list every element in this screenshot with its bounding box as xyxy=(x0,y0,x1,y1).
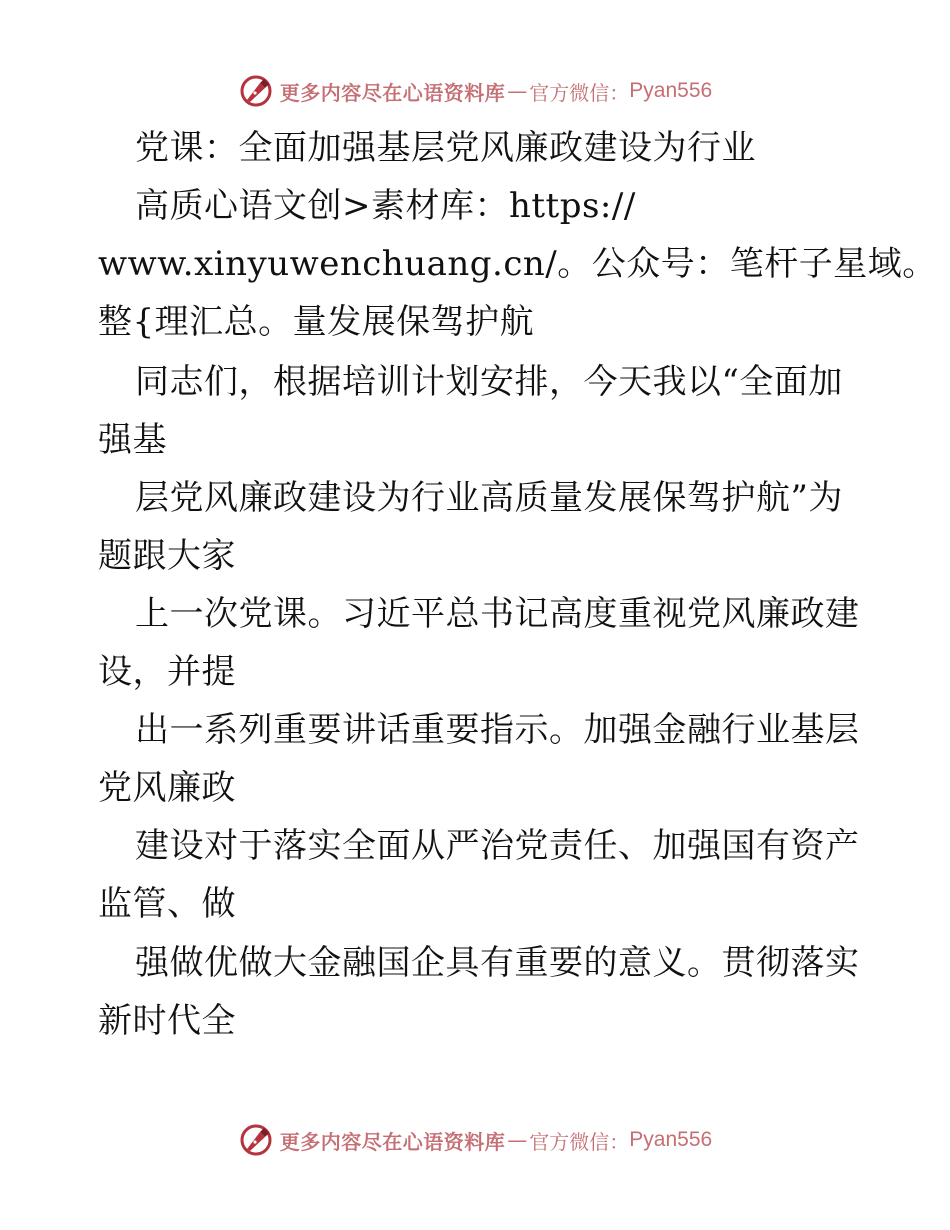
banner-dash: — xyxy=(507,79,528,103)
pen-nib-logo-icon xyxy=(238,73,274,109)
banner-wechat-label: 官方微信： xyxy=(529,1129,630,1154)
doc-line: 设，并提 xyxy=(98,652,236,692)
banner-wechat-id: Pyan556 xyxy=(629,79,713,102)
doc-line: 强做优做大金融国企具有重要的意义。贯彻落实 xyxy=(135,943,860,983)
doc-line: 题跟大家 xyxy=(98,536,236,576)
doc-line: 党风廉政 xyxy=(98,768,236,808)
doc-line: 高质心语文创>素材库：https:// xyxy=(135,186,636,226)
banner-wechat-label: 官方微信： xyxy=(529,80,630,105)
doc-line: 层党风廉政建设为行业高质量发展保驾护航”为 xyxy=(135,478,843,518)
doc-line: 新时代全 xyxy=(98,1001,236,1041)
doc-line: 上一次党课。习近平总书记高度重视党风廉政建 xyxy=(135,594,860,634)
doc-line: 整{理汇总。量发展保驾护航 xyxy=(98,302,535,342)
doc-line: 强基 xyxy=(98,420,167,460)
doc-line: 同志们，根据培训计划安排，今天我以“全面加 xyxy=(135,362,843,402)
doc-line: 出一系列重要讲话重要指示。加强金融行业基层 xyxy=(135,710,860,750)
doc-line: 监管、做 xyxy=(98,884,236,924)
banner-wechat-id: Pyan556 xyxy=(629,1128,713,1151)
doc-line: 党课：全面加强基层党风廉政建设为行业 xyxy=(135,128,756,168)
banner-title: 更多内容尽在心语资料库 xyxy=(279,80,506,105)
banner-title: 更多内容尽在心语资料库 xyxy=(279,1129,506,1154)
doc-line-url: www.xinyuwenchuang.cn/。公众号：笔杆子星域。 xyxy=(98,244,937,284)
pen-nib-logo-icon xyxy=(238,1122,274,1158)
footer-banner xyxy=(0,1120,950,1160)
banner-dash: — xyxy=(507,1128,528,1152)
header-banner xyxy=(0,71,950,111)
doc-line: 建设对于落实全面从严治党责任、加强国有资产 xyxy=(135,826,860,866)
